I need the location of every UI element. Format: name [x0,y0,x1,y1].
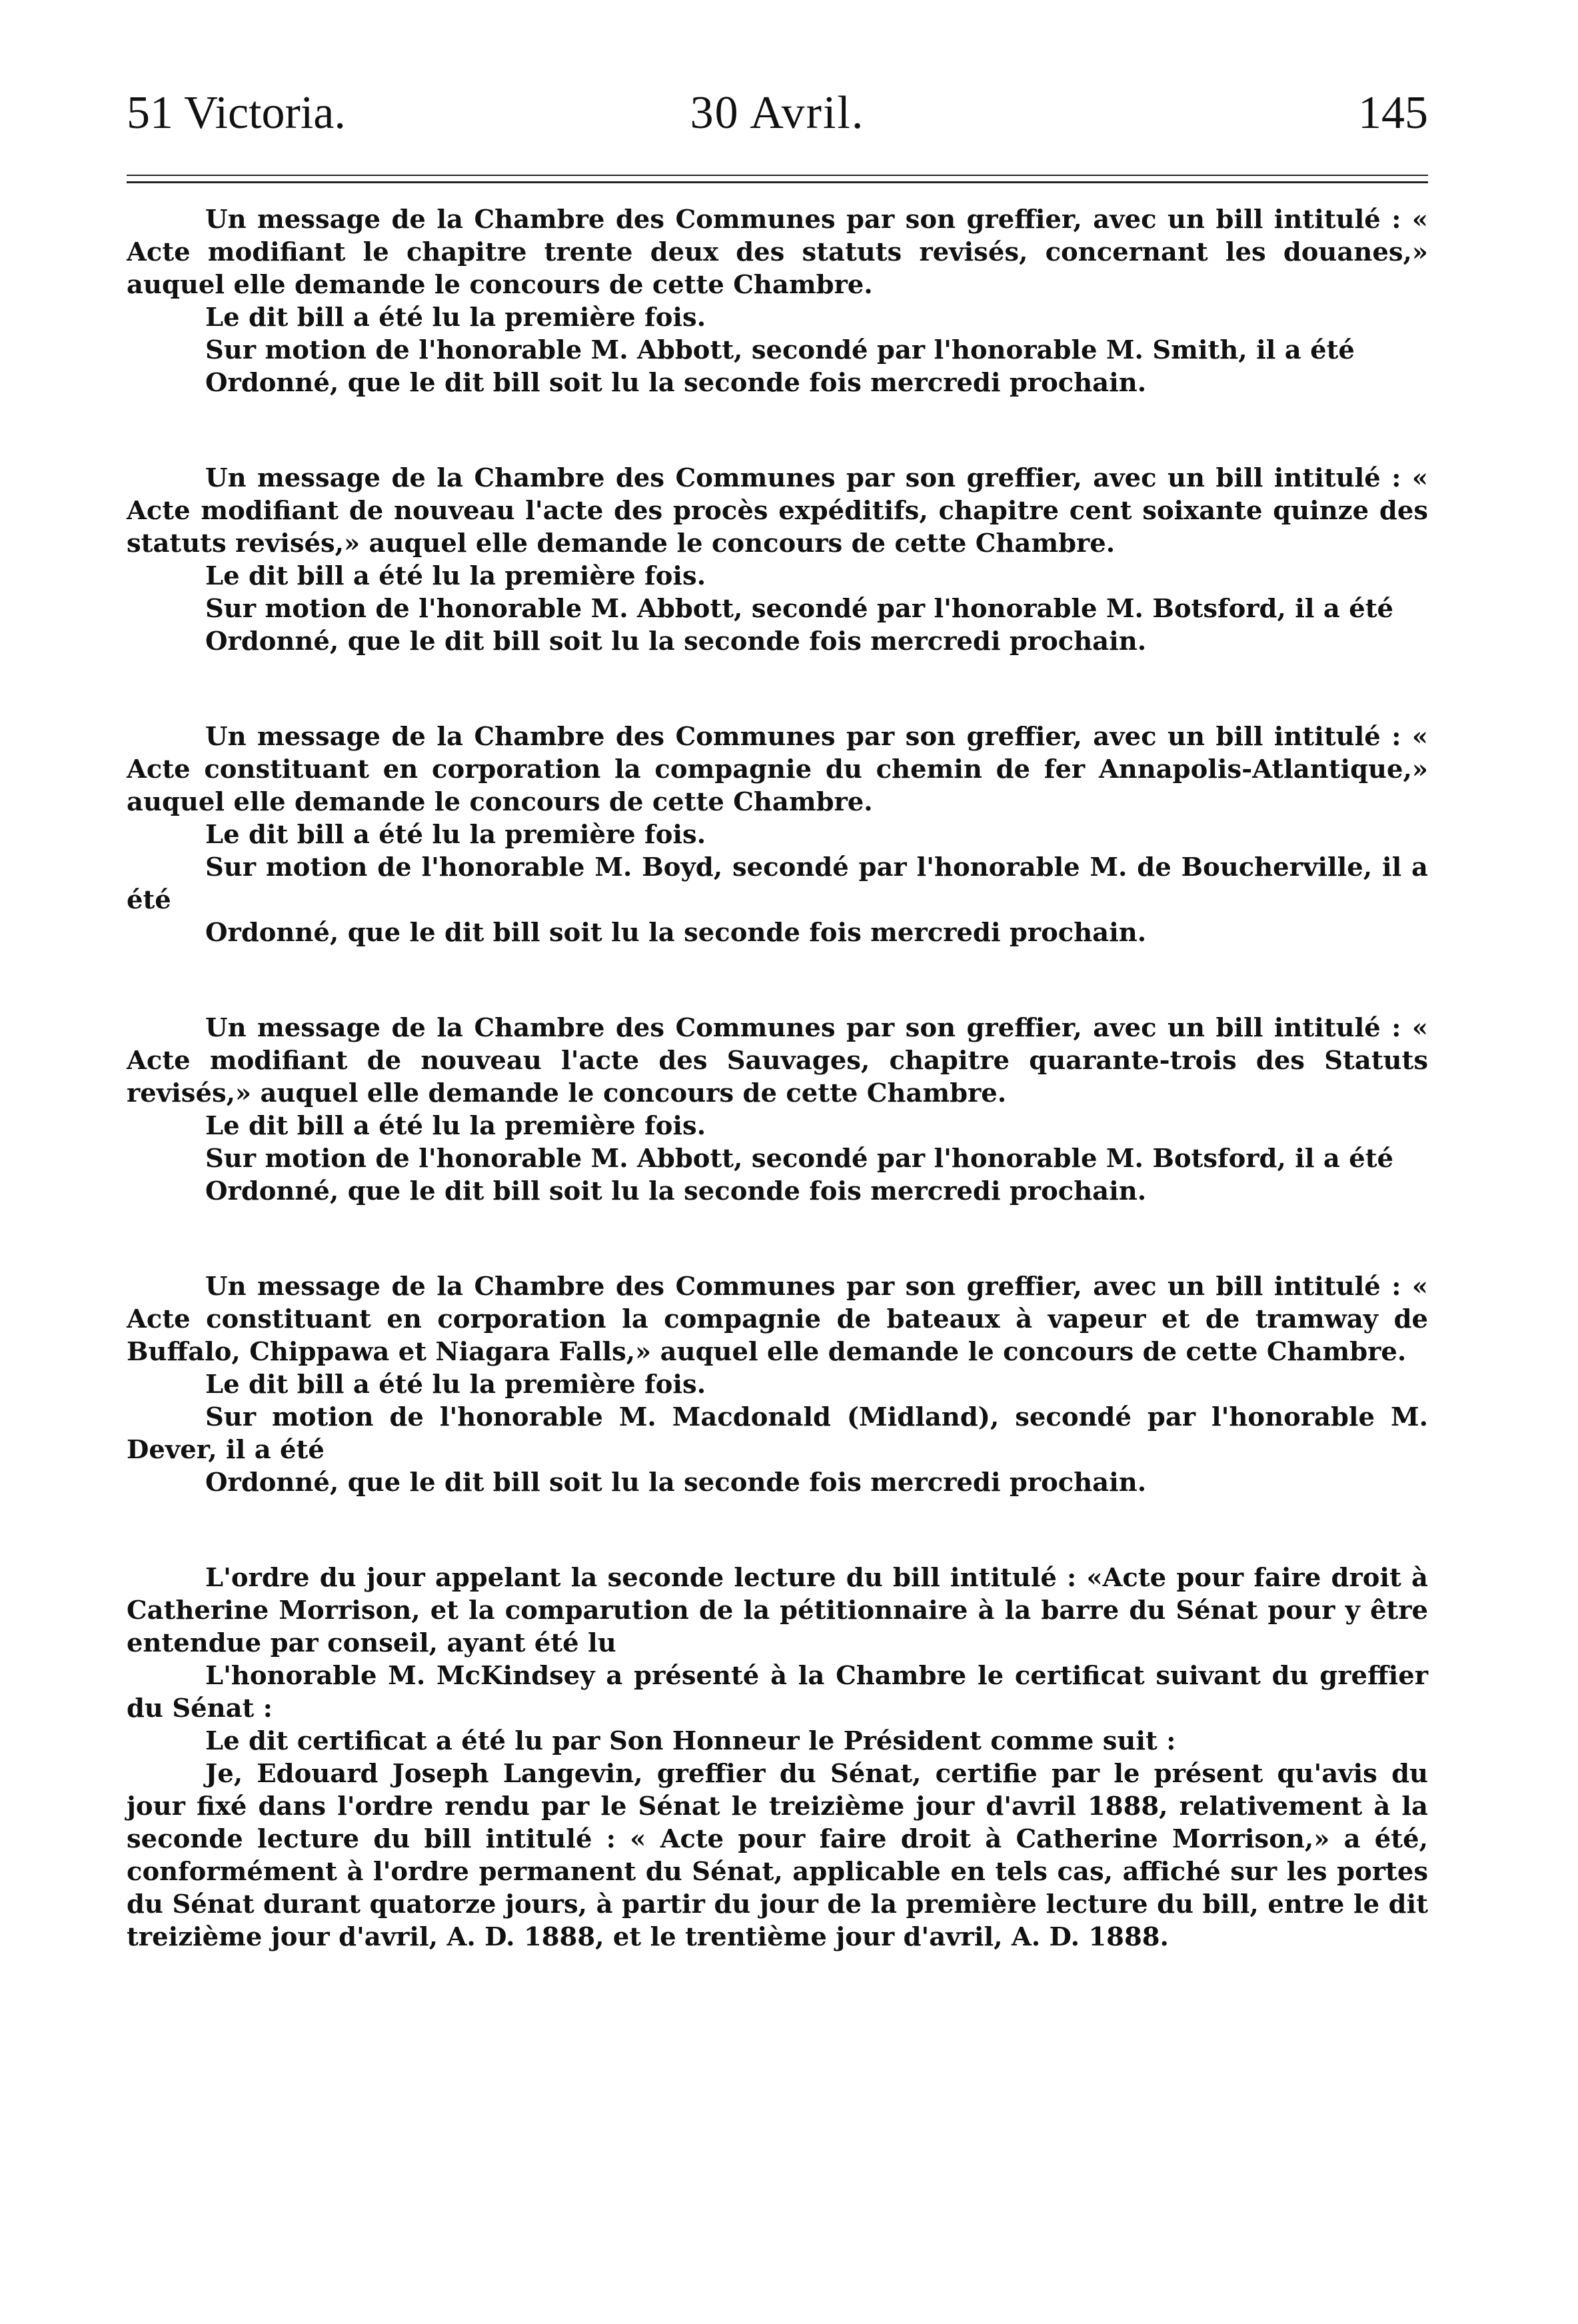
motion-line: Sur motion de l'honorable M. Abbott, secondé par l'honorable M. Smith, il a été [205,335,1355,365]
running-header [127,87,1428,147]
motion-line: Sur motion de l'honorable M. Abbott, secondé par l'honorable M. Botsford, il a été [205,1144,1394,1174]
message-entry [127,720,1428,949]
certificate-presentation: L'honorable M. McKindsey a présenté à la Chambre le certificat suivant du greffier du Sénat : [127,1661,1428,1724]
order-of-the-day-entry [127,1562,1428,1953]
certificate-read-line: Le dit certificat a été lu par Son Honneur le Président comme suit : [205,1726,1176,1756]
message-entry [127,203,1428,399]
order-line: Ordonné, que le dit bill soit lu la seconde fois mercredi prochain. [205,918,1147,948]
first-reading-line: Le dit bill a été lu la première fois. [205,561,706,591]
header-regnal-year: 51 Victoria. [127,87,346,139]
message-intro: Un message de la Chambre des Communes par son greffier, avec un bill intitulé : « Acte modifiant de nouveau l'acte des Sauvages, chapitre quarante-trois des Statuts revisés,» auquel elle demande le concours de cette Chambre. [127,1013,1428,1108]
page-number: 145 [1358,87,1428,139]
order-line: Ordonné, que le dit bill soit lu la seconde fois mercredi prochain. [205,1176,1147,1206]
order-line: Ordonné, que le dit bill soit lu la seconde fois mercredi prochain. [205,626,1147,656]
motion-line: Sur motion de l'honorable M. Abbott, secondé par l'honorable M. Botsford, il a été [205,594,1394,624]
message-intro: Un message de la Chambre des Communes par son greffier, avec un bill intitulé : « Acte modifiant de nouveau l'acte des procès expéditifs, chapitre cent soixante quinze des statuts revisés,» auquel elle demande le concours de cette Chambre. [127,463,1428,559]
message-entry [127,1012,1428,1208]
header-double-rule [127,175,1428,183]
message-entry [127,1270,1428,1499]
message-intro: Un message de la Chambre des Communes par son greffier, avec un bill intitulé : « Acte modifiant le chapitre trente deux des statuts revisés, concernant les douanes,» auquel elle demande le concours de cette Chambre. [127,205,1428,300]
first-reading-line: Le dit bill a été lu la première fois. [205,1111,706,1141]
message-intro: Un message de la Chambre des Communes par son greffier, avec un bill intitulé : « Acte constituant en corporation la compagnie de bateaux à vapeur et de tramway de Buffalo, Chippawa et Niagara Falls,» auquel elle demande le concours de cette Chambre. [127,1272,1428,1367]
motion-line: Sur motion de l'honorable M. Boyd, secondé par l'honorable M. de Boucherville, il a été [127,852,1428,915]
first-reading-line: Le dit bill a été lu la première fois. [205,1370,706,1400]
order-line: Ordonné, que le dit bill soit lu la seconde fois mercredi prochain. [205,368,1147,398]
first-reading-line: Le dit bill a été lu la première fois. [205,820,706,850]
message-intro: Un message de la Chambre des Communes par son greffier, avec un bill intitulé : « Acte constituant en corporation la compagnie du chemin de fer Annapolis-Atlantique,» auquel elle demande le concours de cette Chambre. [127,722,1428,817]
message-entry [127,462,1428,658]
first-reading-line: Le dit bill a été lu la première fois. [205,303,706,333]
order-line: Ordonné, que le dit bill soit lu la seconde fois mercredi prochain. [205,1468,1147,1498]
document-body [127,203,1428,1953]
motion-line: Sur motion de l'honorable M. Macdonald (Midland), secondé par l'honorable M. Dever, il a été [127,1402,1428,1465]
order-of-the-day-intro: L'ordre du jour appelant la seconde lecture du bill intitulé : «Acte pour faire droit à Catherine Morrison, et la comparution de la pétitionnaire à la barre du Sénat pour y être entendue par conseil, ayant été lu [127,1563,1428,1658]
certificate-text: Je, Edouard Joseph Langevin, greffier du Sénat, certifie par le présent qu'avis du jour fixé dans l'ordre rendu par le Sénat le treizième jour d'avril 1888, relativement à la seconde lecture du bill intitulé : « Acte pour faire droit à Catherine Morrison,» a été, conformément à l'ordre permanent du Sénat, applicable en tels cas, affiché sur les portes du Sénat durant quatorze jours, à partir du jour de la première lecture du bill, entre le dit treizième jour d'avril, A. D. 1888, et le trentième jour d'avril, A. D. 1888. [127,1759,1428,1952]
header-date: 30 Avril. [690,87,865,139]
